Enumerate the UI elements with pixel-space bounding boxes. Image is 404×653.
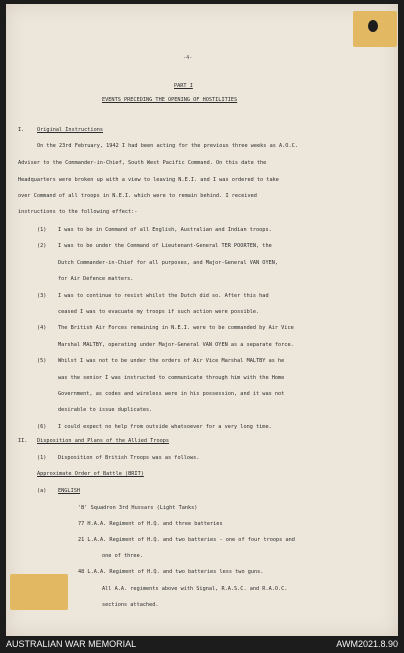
punch-hole [368, 20, 378, 32]
part-subtitle: EVENTS PRECEDING THE OPENING OF HOSTILITIES [102, 97, 238, 103]
paragraph-line: Headquarters were broken up with a view to leaving N.E.I. and I was ordered to take [18, 177, 279, 183]
list-item-number: (3) [37, 293, 47, 299]
page-marker: -4- [183, 55, 193, 61]
list-item-line: desirable to issue duplicates. [58, 407, 153, 413]
footer-bar [0, 636, 404, 653]
list-item-line: I was to be under the Command of Lieutenant-General TER POORTEN, the [58, 243, 272, 249]
list-item-line: was the senior I was instructed to communicate through him with the Home [58, 375, 285, 381]
section-number: I. [18, 127, 25, 133]
unit-line: All A.A. regiments above with Signal, R.A.S.C. and R.A.O.C. [102, 586, 288, 592]
section-number: II. [18, 438, 28, 444]
list-item-line: Dutch Commander-in-Chief for all purposes, and Major-General VAN OYEN, [58, 260, 279, 266]
paragraph-line: On the 23rd February, 1942 I had been acting for the previous three weeks as A.O.C. [37, 143, 298, 149]
archival-tab-bottom-left [10, 574, 68, 610]
list-item-line: Government, as codes and wireless were in his possession, and it was not [58, 391, 285, 397]
unit-line: 'B' Squadron 3rd Hussars (Light Tanks) [78, 505, 198, 511]
list-item-line: The British Air Forces remaining in N.E.I. were to be commanded by Air Vice [58, 325, 294, 331]
list-item-line: I was to continue to resist whilst the Dutch did so. After this had [58, 293, 269, 299]
unit-line: one of three. [102, 553, 143, 559]
order-of-battle-heading: Approximate Order of Battle (BRIT) [37, 471, 144, 477]
list-item-line: Whilst I was not to be under the orders of Air Vice Marshal MALTBY as he [58, 358, 285, 364]
list-item-number: (1) [37, 227, 47, 233]
list-item-line: for Air Defence matters. [58, 276, 134, 282]
unit-line: sections attached. [102, 602, 159, 608]
list-item-number: (4) [37, 325, 47, 331]
list-item-line: I could expect no help from outside whatsoever for a very long time. [58, 424, 272, 430]
unit-line: 21 L.A.A. Regiment of H.Q. and two batteries - one of four troops and [78, 537, 295, 543]
list-item-number: (2) [37, 243, 47, 249]
footer-accession-number: AWM2021.8.90 [336, 639, 398, 649]
list-item-line: Disposition of British Troops was as follows. [58, 455, 200, 461]
unit-line: 48 L.A.A. Regiment of H.Q. and two batteries less two guns. [78, 569, 264, 575]
paragraph-line: Adviser to the Commander-in-Chief, South West Pacific Command. On this date the [18, 160, 267, 166]
section-heading: Disposition and Plans of the Allied Troops [37, 438, 170, 444]
paragraph-line: instructions to the following effect:- [18, 209, 138, 215]
paragraph-line: over Command of all troops in N.E.I. which were to remain behind. I received [18, 193, 257, 199]
section-heading: Original Instructions [37, 127, 104, 133]
unit-line: 77 H.A.A. Regiment of H.Q. and three batteries [78, 521, 223, 527]
footer-institution: AUSTRALIAN WAR MEMORIAL [6, 639, 137, 649]
list-item-number: (6) [37, 424, 47, 430]
list-item-number: (1) [37, 455, 47, 461]
archival-tab-top-right [353, 11, 397, 47]
list-item-line: I was to be in Command of all English, Australian and Indian troops. [58, 227, 272, 233]
list-item-line: ceased I was to evacuate my troops if such action were possible. [58, 309, 260, 315]
list-item-number: (5) [37, 358, 47, 364]
sub-item-number: (a) [37, 488, 47, 494]
sub-item-label: ENGLISH [58, 488, 81, 494]
list-item-line: Marshal MALTBY, operating under Major-General VAN OYEN as a separate force. [58, 342, 294, 348]
part-title: PART I [174, 83, 193, 89]
